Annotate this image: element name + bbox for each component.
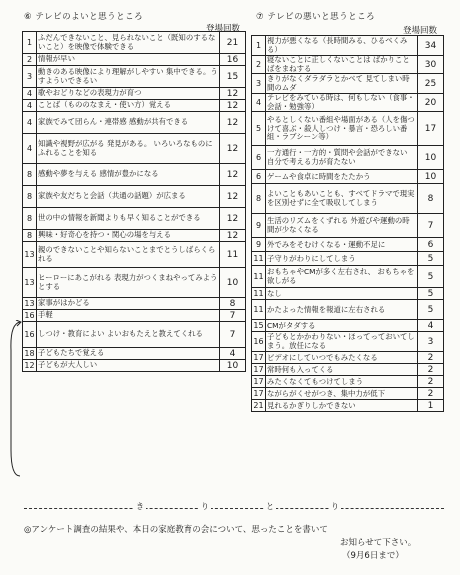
count-value: 2 xyxy=(418,376,444,388)
count-value: 3 xyxy=(418,332,444,352)
count-value: 30 xyxy=(418,56,444,74)
rank-number: 4 xyxy=(252,94,266,112)
cut-line xyxy=(24,502,444,519)
item-text: かたよった情報を報道に左右される xyxy=(266,300,418,320)
rank-number: 1 xyxy=(23,32,37,54)
count-value: 20 xyxy=(418,94,444,112)
rank-number: 6 xyxy=(252,146,266,170)
count-value: 10 xyxy=(220,360,246,372)
count-value: 17 xyxy=(418,112,444,146)
table-row xyxy=(23,208,246,230)
item-text: 視力が悪くなる（長時間みる、ひるべくみる） xyxy=(266,36,418,56)
rank-number: 13 xyxy=(24,299,35,308)
item-text: 子どもとかかわりない・ほってっておいてしまう。放任になる xyxy=(266,332,418,352)
rank-number: 15 xyxy=(253,321,264,331)
count-value: 5 xyxy=(418,252,444,266)
rank-number: 2 xyxy=(252,56,266,74)
rank-number: 5 xyxy=(252,112,266,146)
item-text: 動きのある映像により理解がしやすい 集中できる。うすよういできるい xyxy=(37,66,220,88)
rank-number: 4 xyxy=(23,88,37,100)
item-text: 世の中の情報を新聞よりも早く知ることができる xyxy=(37,208,220,230)
item-text: おもちゃやCMが多く左右され、 おもちゃを欲しがる xyxy=(266,266,418,288)
count-value: 7 xyxy=(220,322,246,348)
count-value: 6 xyxy=(418,238,444,252)
table-row xyxy=(252,252,444,266)
table-row xyxy=(252,112,444,146)
item-text: ふだんできないこと、見られないこと（既知のするないこと）を映像で体験できる xyxy=(37,32,220,54)
item-text: 興味・好奇心を持つ・関心の場を与える xyxy=(37,230,220,242)
rank-number: 3 xyxy=(23,66,37,88)
bracket-arrow-icon xyxy=(8,320,22,480)
table-row xyxy=(23,54,246,66)
item-text: みたくなくてもつけてしまう xyxy=(266,376,418,388)
item-text: 知識や視野が広がる 発見がある。 いろいろなものにふれることを知る xyxy=(37,134,220,164)
count-value: 16 xyxy=(220,54,246,66)
rank-number: 4 xyxy=(23,134,37,164)
table-row xyxy=(252,352,444,364)
rank-number: 16 xyxy=(23,322,37,348)
item-text: しつけ・教育によい よいおもたえと教えてくれる xyxy=(37,322,220,348)
table-row xyxy=(252,184,444,214)
note-line-1: ◎アンケート調査の結果や、本日の家庭教育の会について、思ったことを書いて xyxy=(24,525,328,535)
table-row xyxy=(23,310,246,322)
item-text: CMがタダする xyxy=(266,320,418,332)
item-text: やるとしくない番組や場面がある（人を傷つけて喜ぶ・殺人しつけ・暴言・恐ろしい番組・ラブシーン等） xyxy=(266,112,418,146)
rank-number: 4 xyxy=(23,100,37,112)
count-value: 21 xyxy=(220,32,246,54)
item-text: なし xyxy=(266,288,418,300)
table-row xyxy=(23,322,246,348)
rank-number: 2 xyxy=(23,54,37,66)
rank-number: 8 xyxy=(23,208,37,230)
rank-number: 18 xyxy=(24,349,35,358)
item-text: ヒーローにあこがれる 表現力がつくまねやってみようとする xyxy=(37,268,220,298)
item-text: 情報が早い xyxy=(37,54,220,66)
table-row xyxy=(252,388,444,400)
count-value: 7 xyxy=(418,214,444,238)
count-value: 12 xyxy=(220,208,246,230)
count-value: 12 xyxy=(220,112,246,134)
table-row xyxy=(23,32,246,54)
cut-label: り xyxy=(201,502,209,511)
item-text: 手軽 xyxy=(37,310,220,322)
table-row xyxy=(252,400,444,412)
table-row xyxy=(252,364,444,376)
rank-number: 17 xyxy=(253,389,264,399)
rank-number: 4 xyxy=(23,112,37,134)
count-value: 7 xyxy=(220,310,246,322)
item-text: 歌やおどりなどの表現力が育つ xyxy=(37,88,220,100)
rank-number: 11 xyxy=(252,252,266,266)
table-row xyxy=(252,170,444,184)
table-row xyxy=(252,300,444,320)
table-row xyxy=(23,88,246,100)
count-value: 8 xyxy=(418,184,444,214)
count-value: 2 xyxy=(418,388,444,400)
rank-number: 8 xyxy=(23,164,37,186)
rank-number: 9 xyxy=(252,238,266,252)
rank-number: 8 xyxy=(23,230,37,242)
cut-label: き xyxy=(136,502,144,511)
item-text: 子どもたちで覚える xyxy=(37,348,220,360)
item-text: 家族でみて団らん・連帯感 感動が共有できる xyxy=(37,112,220,134)
count-value: 10 xyxy=(418,146,444,170)
rank-number: 8 xyxy=(23,186,37,208)
item-text: 子守りがわりにしてしまう xyxy=(266,252,418,266)
item-text: 常時何も入ってくる xyxy=(266,364,418,376)
rank-number: 17 xyxy=(253,365,264,375)
rank-number: 17 xyxy=(253,377,264,387)
table-row xyxy=(23,268,246,298)
table-row xyxy=(252,332,444,352)
note-line-3: （9月6日まで） xyxy=(342,551,404,561)
item-text: 感動や夢を与える 感情が豊かになる xyxy=(37,164,220,186)
table-row xyxy=(23,112,246,134)
rank-number: 11 xyxy=(252,266,266,288)
cut-label: り xyxy=(331,502,339,511)
good-points-table xyxy=(22,31,246,372)
table-row xyxy=(23,360,246,372)
right-heading: ⑦ テレビの悪いと思うところ xyxy=(256,12,376,22)
table-row xyxy=(23,134,246,164)
table-row xyxy=(252,376,444,388)
item-text: 一方通行・一方的・質問や会話ができない 自分で考える力が育たない xyxy=(266,146,418,170)
rank-number: 9 xyxy=(252,214,266,238)
count-value: 10 xyxy=(418,170,444,184)
count-value: 12 xyxy=(220,134,246,164)
count-value: 12 xyxy=(220,88,246,100)
count-value: 25 xyxy=(418,74,444,94)
table-row xyxy=(23,66,246,88)
table-row xyxy=(23,186,246,208)
table-row xyxy=(252,36,444,56)
count-value: 11 xyxy=(220,242,246,268)
bad-points-table xyxy=(251,35,444,412)
left-count-header: 登場回数 xyxy=(206,24,241,34)
count-value: 2 xyxy=(418,364,444,376)
table-row xyxy=(23,348,246,360)
cut-label: と xyxy=(266,502,274,511)
count-value: 5 xyxy=(418,300,444,320)
table-row xyxy=(252,288,444,300)
rank-number: 11 xyxy=(252,300,266,320)
item-text: 子どもが大人しい xyxy=(37,360,220,372)
rank-number: 16 xyxy=(252,332,266,352)
table-row xyxy=(23,242,246,268)
count-value: 10 xyxy=(220,268,246,298)
rank-number: 12 xyxy=(24,361,35,370)
item-text: ながらがくせがつき、集中力が低下 xyxy=(266,388,418,400)
item-text: 生活のリズムをくずれる 外遊びや運動の時間が少なくなる xyxy=(266,214,418,238)
left-heading: ⑥ テレビのよいと思うところ xyxy=(24,12,144,22)
count-value: 1 xyxy=(418,400,444,412)
rank-number: 21 xyxy=(253,401,264,411)
count-value: 4 xyxy=(418,320,444,332)
item-text: ビデオにしていつでもみたくなる xyxy=(266,352,418,364)
item-text: 外でみをそむけくなる・運動不足に xyxy=(266,238,418,252)
count-value: 34 xyxy=(418,36,444,56)
count-value: 8 xyxy=(220,298,246,310)
table-row xyxy=(252,94,444,112)
table-row xyxy=(252,238,444,252)
rank-number: 1 xyxy=(252,36,266,56)
rank-number: 16 xyxy=(24,311,35,320)
table-row xyxy=(252,74,444,94)
count-value: 2 xyxy=(418,352,444,364)
rank-number: 3 xyxy=(252,74,266,94)
count-value: 12 xyxy=(220,230,246,242)
table-row xyxy=(23,100,246,112)
item-text: 家事がはかどる xyxy=(37,298,220,310)
count-value: 15 xyxy=(220,66,246,88)
count-value: 12 xyxy=(220,100,246,112)
table-row xyxy=(23,298,246,310)
table-row xyxy=(23,164,246,186)
table-row xyxy=(252,56,444,74)
item-text: 寝ないことに正しくないことは ばかりことばをまねする xyxy=(266,56,418,74)
rank-number: 13 xyxy=(23,242,37,268)
item-text: よいこともあいことも、すべてドラマで現実を区別せずに全て吸収してしまう xyxy=(266,184,418,214)
item-text: きりがなくダラダラとかべて 見てしまい時間のムダ xyxy=(266,74,418,94)
table-row xyxy=(23,230,246,242)
note-line-2: お知らせて下さい。 xyxy=(340,538,417,548)
table-row xyxy=(252,214,444,238)
item-text: ことば（もののなまえ・使い方）覚える xyxy=(37,100,220,112)
rank-number: 6 xyxy=(252,170,266,184)
rank-number: 8 xyxy=(252,184,266,214)
item-text: 家族や友だちと会話（共通の話題）が広まる xyxy=(37,186,220,208)
item-text: テレビをみている時は、何もしない（食事・会話・勉強等） xyxy=(266,94,418,112)
rank-number: 11 xyxy=(253,289,264,299)
rank-number: 13 xyxy=(23,268,37,298)
right-count-header: 登場回数 xyxy=(403,26,438,36)
count-value: 4 xyxy=(220,348,246,360)
instruction-note xyxy=(24,524,444,563)
rank-number: 17 xyxy=(253,353,264,363)
count-value: 5 xyxy=(418,288,444,300)
count-value: 12 xyxy=(220,186,246,208)
item-text: 見れるかぎりしかできない xyxy=(266,400,418,412)
count-value: 12 xyxy=(220,164,246,186)
count-value: 5 xyxy=(418,266,444,288)
table-row xyxy=(252,146,444,170)
table-row xyxy=(252,266,444,288)
item-text: 親のできないことや知らないことまでとうしばらくられる xyxy=(37,242,220,268)
table-row xyxy=(252,320,444,332)
item-text: ゲームや食卓に時間をたたかう xyxy=(266,170,418,184)
